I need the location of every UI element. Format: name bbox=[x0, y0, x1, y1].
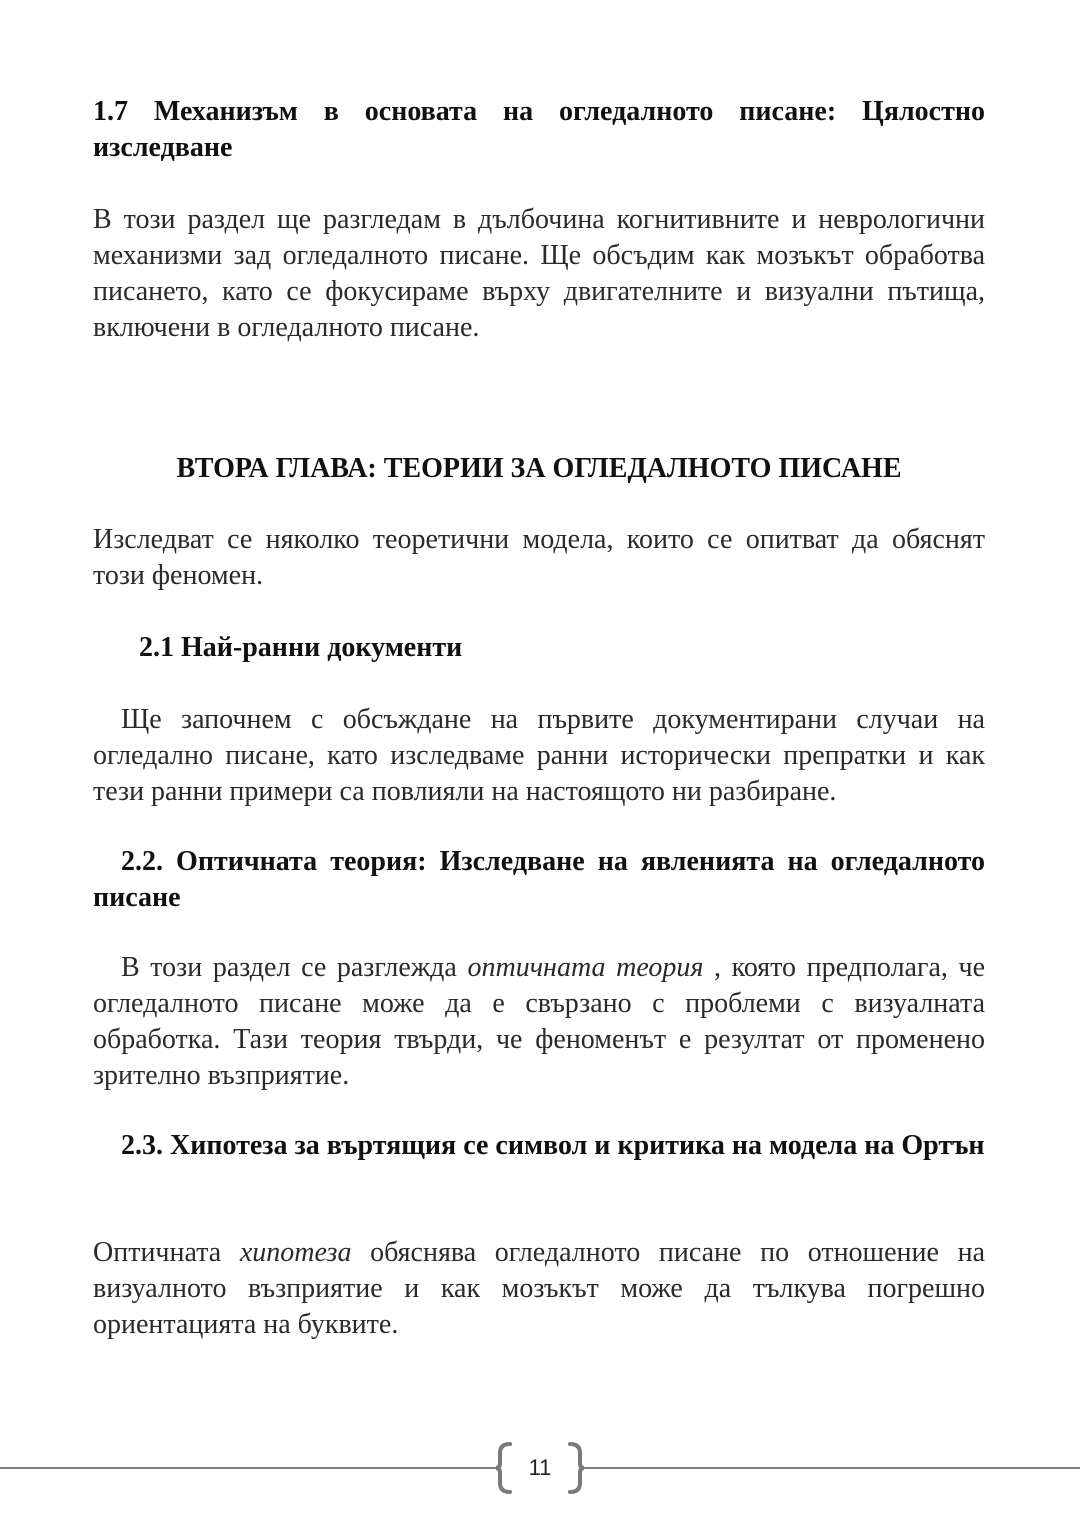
page-number: 11 bbox=[528, 1455, 552, 1480]
section-2-1-paragraph: Ще започнем с обсъждане на първите документирани случаи на огледално писане, като изследваме ранни исторически препратки и как тези ранни примери са повлияли на настоящото ни разбиране. bbox=[93, 704, 985, 807]
section-2-2-paragraph bbox=[93, 950, 985, 1094]
section-2-2-heading: 2.2. Оптичната теория: Изследване на явленията на огледалното писане bbox=[93, 846, 985, 913]
footer-rule-right bbox=[584, 1467, 1080, 1469]
section-2-1-heading: 2.1 Най-ранни документи bbox=[139, 632, 463, 663]
section-2-3-emphasis: хипотеза bbox=[239, 1237, 352, 1268]
section-1-7-heading: 1.7 Механизъм в основата на огледалното писане: Цялостно изследване bbox=[93, 96, 985, 163]
section-2-3-text-start: Оптичната bbox=[93, 1237, 240, 1268]
section-2-2-emphasis: оптичната теория bbox=[467, 952, 704, 983]
section-2-3-paragraph bbox=[93, 1235, 985, 1343]
section-2-3-heading: 2.3. Хипотеза за въртящия се символ и критика на модела на Ортън bbox=[121, 1130, 985, 1161]
section-2-2-text-end: , която предполага, че огледалното писане може да е свързано с проблеми с визуалната обработка. Тази теория твърди, че феноменът е резултат от променено зрително възприятие. bbox=[93, 952, 986, 1091]
section-2-2-text-start: В този раздел се разглежда bbox=[121, 952, 468, 983]
section-2-3-text-end: обяснява огледалното писане по отношение на визуалното възприятие и как мозъкът може да тълкува погрешно ориентацията на буквите. bbox=[93, 1237, 985, 1340]
chapter-2-title: ВТОРА ГЛАВА: ТЕОРИИ ЗА ОГЛЕДАЛНОТО ПИСАНЕ bbox=[176, 453, 902, 484]
page-number-badge bbox=[496, 1441, 584, 1495]
chapter-2-intro: Изследват се няколко теоретични модела, които се опитват да обяснят този феномен. bbox=[93, 524, 985, 591]
footer-rule-left bbox=[0, 1467, 496, 1469]
section-1-7-paragraph: В този раздел ще разгледам в дълбочина когнитивните и неврологични механизми зад огледалното писане. Ще обсъдим как мозъкът обработва писането, като се фокусираме върху двигателните и визуални пътища, включени в огледалното писане. bbox=[93, 204, 985, 343]
